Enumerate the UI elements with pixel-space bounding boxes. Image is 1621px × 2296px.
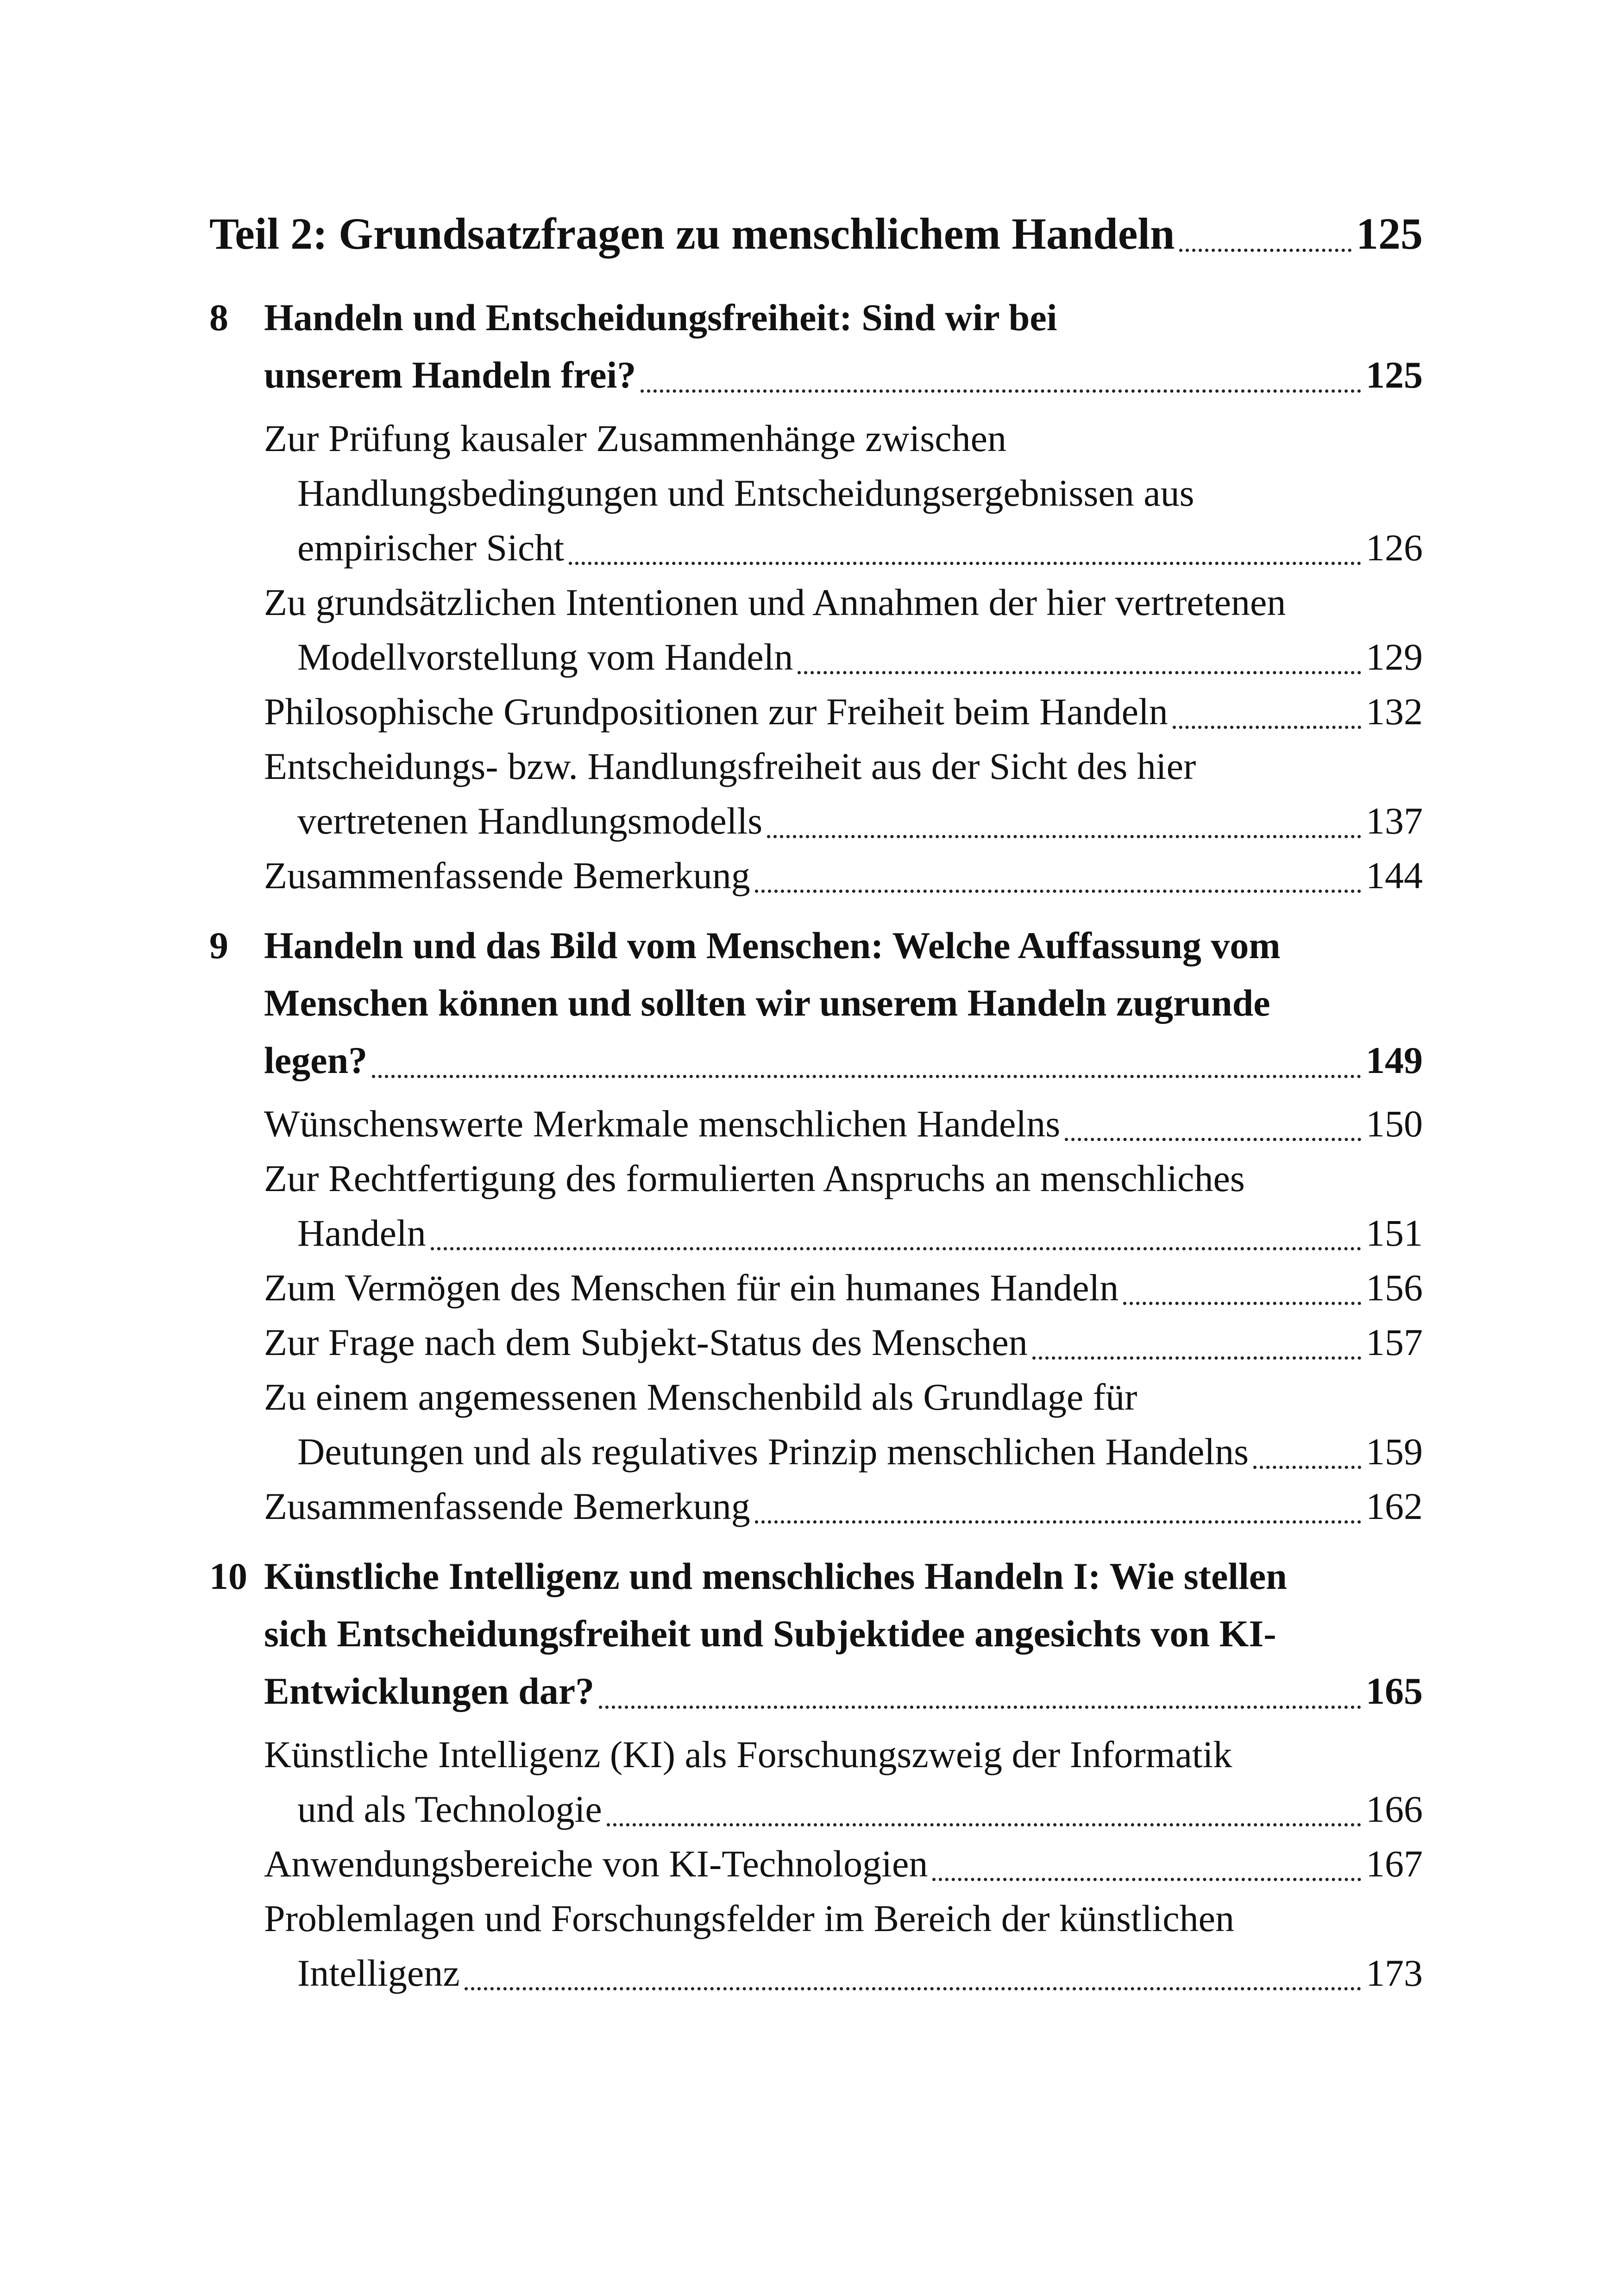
part-heading [209, 204, 1423, 264]
dot-leader [1123, 1302, 1361, 1305]
chapter-entry [209, 1548, 1423, 1720]
section-title-line: Zu grundsätzlichen Intentionen und Annahmen der hier vertretenen [264, 581, 1286, 623]
section-page-number: 151 [1366, 1212, 1423, 1254]
section-entry [264, 575, 1423, 684]
dot-leader [465, 1987, 1361, 1990]
chapter-title-line: Handeln und das Bild vom Menschen: Welche Auffassung vom [264, 924, 1281, 966]
dot-leader [607, 1823, 1361, 1826]
section-title: Philosophische Grundpositionen zur Freiheit beim Handeln [264, 690, 1168, 733]
section-page-number: 162 [1366, 1485, 1423, 1527]
section-entry [264, 1837, 1423, 1891]
dot-leader [767, 835, 1361, 838]
section-entry [264, 411, 1423, 575]
dot-leader [1065, 1138, 1361, 1141]
chapter-line [264, 1032, 1423, 1089]
section-entry [264, 848, 1423, 903]
dot-leader [755, 1520, 1361, 1524]
chapter-list [209, 289, 1423, 2001]
table-of-contents [209, 204, 1423, 2014]
section-entry [264, 739, 1423, 848]
section-line [264, 1261, 1423, 1315]
dot-leader [932, 1878, 1361, 1881]
chapter-page-number: 149 [1366, 1039, 1423, 1081]
section-title-line: Zur Prüfung kausaler Zusammenhänge zwischen [264, 417, 1007, 459]
chapter-entry [209, 289, 1423, 404]
section-entry [264, 684, 1423, 739]
chapter-number: 10 [209, 1555, 247, 1597]
section-page-number: 173 [1366, 1952, 1423, 1994]
section-page-number: 137 [1366, 800, 1423, 842]
chapter-number: 9 [209, 924, 228, 966]
section-title: Handeln [297, 1212, 426, 1254]
chapter-page-number: 125 [1366, 354, 1423, 396]
section-title: empirischer Sicht [297, 527, 565, 569]
chapter-number: 8 [209, 296, 228, 339]
section-line [264, 1424, 1423, 1479]
part-title: Teil 2: Grundsatzfragen zu menschlichem Handeln [209, 209, 1175, 258]
dot-leader [569, 562, 1361, 565]
section-list [209, 411, 1423, 903]
dot-leader [641, 389, 1361, 393]
section-line [264, 521, 1423, 575]
section-line [264, 1315, 1423, 1370]
section-line [264, 1837, 1423, 1891]
section-line [264, 684, 1423, 739]
section-entry [264, 1479, 1423, 1534]
chapter-line [264, 346, 1423, 404]
section-page-number: 150 [1366, 1103, 1423, 1145]
chapter-line [264, 1662, 1423, 1720]
section-title: und als Technologie [297, 1788, 602, 1830]
section-entry [264, 1151, 1423, 1261]
section-entry [264, 1727, 1423, 1837]
section-title: Zum Vermögen des Menschen für ein humanes Handeln [264, 1267, 1119, 1309]
dot-leader [1179, 249, 1351, 252]
section-entry [264, 1891, 1423, 2001]
section-page-number: 144 [1366, 854, 1423, 897]
section-title-line: Entscheidungs- bzw. Handlungsfreiheit aus der Sicht des hier [264, 745, 1196, 787]
section-entry [264, 1097, 1423, 1151]
section-page-number: 129 [1366, 636, 1423, 678]
section-page-number: 157 [1366, 1321, 1423, 1363]
chapter-title: unserem Handeln frei? [264, 354, 636, 396]
chapter-page-number: 165 [1366, 1670, 1423, 1712]
section-line [264, 1206, 1423, 1261]
chapter-title-line: Menschen können und sollten wir unserem Handeln zugrunde [264, 982, 1270, 1024]
dot-leader [1253, 1466, 1361, 1469]
section-line [264, 794, 1423, 848]
section-list [209, 1727, 1423, 2001]
chapter-title-line: Künstliche Intelligenz und menschliches Handeln I: Wie stellen [264, 1555, 1287, 1597]
chapter-title-line: Handeln und Entscheidungsfreiheit: Sind wir bei [264, 296, 1057, 339]
chapter-title-line: sich Entscheidungsfreiheit und Subjektidee angesichts von KI- [264, 1612, 1276, 1655]
section-line [264, 630, 1423, 684]
section-entry [264, 1370, 1423, 1479]
section-entry [264, 1261, 1423, 1315]
dot-leader [755, 890, 1361, 893]
section-title: Intelligenz [297, 1952, 460, 1994]
section-title: Zur Frage nach dem Subjekt-Status des Menschen [264, 1321, 1028, 1363]
section-page-number: 167 [1366, 1843, 1423, 1885]
dot-leader [1032, 1356, 1361, 1360]
dot-leader [798, 671, 1361, 674]
section-title: Deutungen und als regulatives Prinzip menschlichen Handelns [297, 1430, 1249, 1473]
section-line [264, 1946, 1423, 2001]
dot-leader [599, 1706, 1361, 1709]
section-title-line: Zur Rechtfertigung des formulierten Anspruchs an menschliches [264, 1157, 1245, 1199]
section-title-line: Künstliche Intelligenz (KI) als Forschungszweig der Informatik [264, 1733, 1232, 1775]
section-list [209, 1097, 1423, 1534]
section-line [264, 1479, 1423, 1534]
section-entry [264, 1315, 1423, 1370]
section-title: Zusammenfassende Bemerkung [264, 1485, 750, 1527]
section-title-line: Zu einem angemessenen Menschenbild als Grundlage für [264, 1376, 1137, 1418]
section-page-number: 156 [1366, 1267, 1423, 1309]
section-title: vertretenen Handlungsmodells [297, 800, 763, 842]
section-page-number: 132 [1366, 690, 1423, 733]
section-title: Modellvorstellung vom Handeln [297, 636, 793, 678]
section-line [264, 1097, 1423, 1151]
part-page-number: 125 [1356, 209, 1423, 258]
dot-leader [1173, 726, 1361, 729]
section-line [264, 848, 1423, 903]
chapter-entry [209, 917, 1423, 1089]
section-title: Wünschenswerte Merkmale menschlichen Handelns [264, 1103, 1061, 1145]
section-title: Anwendungsbereiche von KI-Technologien [264, 1843, 928, 1885]
section-title: Zusammenfassende Bemerkung [264, 854, 750, 897]
dot-leader [372, 1075, 1361, 1078]
section-line [264, 1782, 1423, 1837]
section-page-number: 159 [1366, 1430, 1423, 1473]
section-page-number: 166 [1366, 1788, 1423, 1830]
chapter-title: legen? [264, 1039, 368, 1081]
dot-leader [431, 1247, 1361, 1250]
section-page-number: 126 [1366, 527, 1423, 569]
section-title-line: Handlungsbedingungen und Entscheidungsergebnissen aus [297, 472, 1194, 514]
chapter-title: Entwicklungen dar? [264, 1670, 595, 1712]
section-title-line: Problemlagen und Forschungsfelder im Bereich der künstlichen [264, 1897, 1235, 1939]
